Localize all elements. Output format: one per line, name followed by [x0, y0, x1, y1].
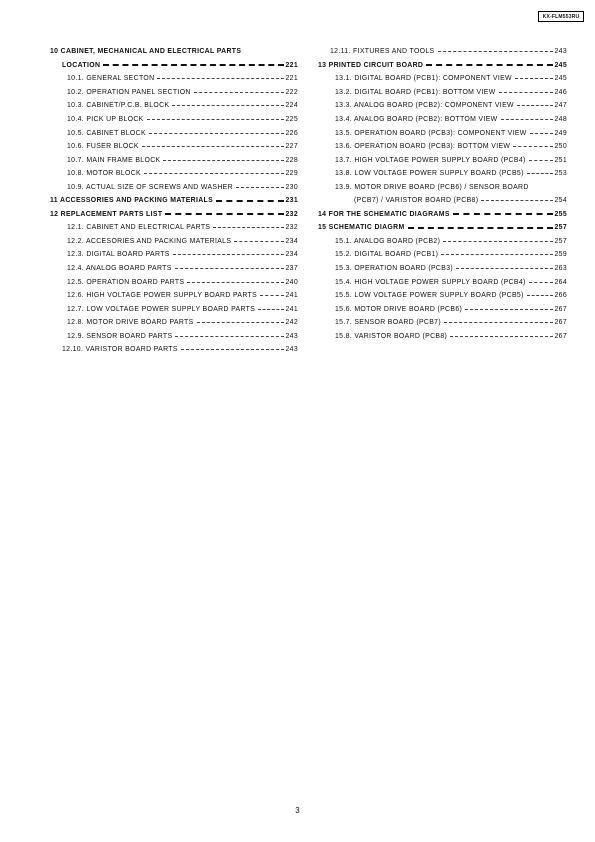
toc-entry-title: 12.8. MOTOR DRIVE BOARD PARTS [67, 319, 194, 327]
toc-leader-line [194, 92, 285, 93]
toc-entry-title: 15.2. DIGITAL BOARD (PCB1) [335, 251, 439, 259]
toc-entry-page: 267 [554, 305, 567, 313]
toc-entry-title: 11 ACCESSORIES AND PACKING MATERIALS [50, 197, 214, 205]
toc-entry[interactable] [318, 302, 567, 316]
toc-entry-page: 257 [554, 237, 567, 245]
toc-entry-page: 221 [285, 61, 298, 69]
toc-entry-page: 230 [285, 183, 298, 191]
toc-entry-title: 15.6. MOTOR DRIVE BOARD (PCB6) [335, 305, 463, 313]
toc-leader-line [426, 64, 553, 66]
toc-leader-line [147, 119, 285, 120]
toc-entry-page: 257 [554, 224, 567, 232]
toc-entry-title: 12.7. LOW VOLTAGE POWER SUPPLY BOARD PARTS [67, 305, 256, 313]
toc-entry[interactable] [318, 99, 567, 113]
toc-entry-title: 12.5. OPERATION BOARD PARTS [67, 278, 185, 286]
toc-entry-page: 266 [554, 292, 567, 300]
toc-leader-line [175, 268, 285, 269]
toc-leader-line [175, 336, 284, 337]
toc-leader-line [197, 322, 285, 323]
toc-leader-line [527, 295, 554, 296]
toc-entry-title: 10.1. GENERAL SECTON [67, 75, 155, 83]
toc-entry[interactable] [50, 99, 298, 113]
toc-entry-title: 10.7. MAIN FRAME BLOCK [67, 156, 161, 164]
toc-leader-line [144, 173, 284, 174]
toc-entry-page: 253 [554, 170, 567, 178]
toc-entry[interactable] [318, 45, 567, 59]
toc-entry[interactable] [50, 248, 298, 262]
toc-right-column [318, 45, 567, 343]
toc-entry[interactable] [50, 126, 298, 140]
toc-entry-title: 13.2. DIGITAL BOARD (PCB1): BOTTOM VIEW [335, 88, 496, 96]
toc-entry[interactable] [50, 289, 298, 303]
page-number: 3 [295, 806, 300, 815]
toc-leader-line [499, 92, 554, 93]
toc-leader-line [513, 146, 553, 147]
toc-entry-title: 10 CABINET, MECHANICAL AND ELECTRICAL PARTS [50, 48, 242, 56]
toc-entry-title: 15.4. HIGH VOLTAGE POWER SUPPLY BOARD (PCB4) [335, 278, 526, 286]
toc-entry-title: 15.1. ANALOG BOARD (PCB2) [335, 237, 441, 245]
toc-entry-title: 10.9. ACTUAL SIZE OF SCREWS AND WASHER [67, 183, 233, 191]
toc-entry[interactable] [50, 153, 298, 167]
toc-entry-title: 12.11. FIXTURES AND TOOLS [330, 48, 435, 56]
toc-entry-page: 237 [285, 265, 298, 273]
toc-entry-title: 10.6. FUSER BLOCK [67, 143, 139, 151]
toc-entry[interactable] [50, 113, 298, 127]
toc-entry[interactable] [318, 113, 567, 127]
toc-entry-title: 10.8. MOTOR BLOCK [67, 170, 141, 178]
toc-entry-title: 12 REPLACEMENT PARTS LIST [50, 210, 163, 218]
toc-entry-title: 13.9. MOTOR DRIVE BOARD (PCB6) / SENSOR BOARD [335, 183, 529, 191]
toc-leader-line [173, 254, 285, 255]
toc-entry-page: 222 [285, 88, 298, 96]
toc-entry-title: 15.8. VARISTOR BOARD (PCB8) [335, 332, 448, 340]
toc-entry[interactable] [318, 275, 567, 289]
toc-entry-page: 255 [554, 210, 567, 218]
toc-entry-page: 232 [285, 210, 298, 218]
toc-entry-title: 12.10. VARISTOR BOARD PARTS [62, 346, 178, 354]
toc-entry[interactable] [318, 262, 567, 276]
toc-entry-title: 12.1. CABINET AND ELECTRICAL PARTS [67, 224, 211, 232]
toc-entry-title: 13.6. OPERATION BOARD (PCB3): BOTTOM VIEW [335, 143, 511, 151]
toc-entry[interactable] [50, 302, 298, 316]
toc-entry-page: 250 [554, 143, 567, 151]
toc-entry-title: 13.3. ANALOG BOARD (PCB2): COMPONENT VIEW [335, 102, 514, 110]
toc-entry-title: 15 SCHEMATIC DIAGRM [318, 224, 405, 232]
toc-entry-page: 221 [285, 75, 298, 83]
model-number-box: KX-FLM553RU [538, 11, 584, 22]
toc-entry-page: 249 [554, 129, 567, 137]
toc-entry-title: 12.3. DIGITAL BOARD PARTS [67, 251, 170, 259]
toc-leader-line [517, 105, 554, 106]
toc-leader-line [234, 241, 284, 242]
toc-leader-line [258, 309, 284, 310]
toc-leader-line [456, 268, 553, 269]
toc-entry-page: 241 [285, 305, 298, 313]
toc-entry[interactable] [50, 167, 298, 181]
toc-entry[interactable] [50, 59, 298, 73]
toc-entry-page: 231 [285, 197, 298, 205]
toc-entry-title: 13 PRINTED CIRCUIT BOARD [318, 61, 424, 69]
toc-entry-page: 228 [285, 156, 298, 164]
toc-entry-page: 247 [554, 102, 567, 110]
toc-entry-page: 245 [554, 61, 567, 69]
toc-entry-title: 10.5. CABINET BLOCK [67, 129, 146, 137]
toc-entry-title: 12.9. SENSOR BOARD PARTS [67, 332, 173, 340]
toc-entry[interactable] [318, 208, 567, 222]
toc-entry-title: 13.5. OPERATION BOARD (PCB3): COMPONENT VIEW [335, 129, 527, 137]
toc-leader-line [465, 309, 553, 310]
toc-entry[interactable] [318, 72, 567, 86]
toc-leader-line [103, 64, 284, 66]
toc-leader-line [441, 254, 553, 255]
toc-entry[interactable] [318, 289, 567, 303]
toc-entry-page: 267 [554, 332, 567, 340]
toc-leader-line [515, 78, 554, 79]
toc-entry-title: 12.4. ANALOG BOARD PARTS [67, 265, 172, 273]
toc-entry-title: 12.2. ACCESORIES AND PACKING MATERIALS [67, 237, 232, 245]
toc-entry[interactable] [318, 329, 567, 343]
toc-leader-line [529, 160, 554, 161]
toc-entry-page: 241 [285, 292, 298, 300]
toc-leader-line [172, 105, 284, 106]
toc-entry-page: 259 [554, 251, 567, 259]
toc-entry[interactable] [50, 194, 298, 208]
toc-entry-page: 267 [554, 319, 567, 327]
toc-entry[interactable] [318, 194, 567, 208]
toc-leader-line [450, 336, 553, 337]
toc-entry[interactable] [50, 329, 298, 343]
toc-entry[interactable] [50, 221, 298, 235]
toc-leader-line [149, 133, 285, 134]
toc-leader-line [236, 187, 285, 188]
toc-entry-title: 15.7. SENSOR BOARD (PCB7) [335, 319, 442, 327]
toc-leader-line [163, 160, 284, 161]
toc-entry[interactable] [50, 235, 298, 249]
toc-entry-page: 242 [285, 319, 298, 327]
toc-entry[interactable] [318, 126, 567, 140]
toc-entry[interactable] [50, 208, 298, 222]
toc-leader-line [187, 282, 284, 283]
toc-entry-page: 248 [554, 116, 567, 123]
toc-leader-line [481, 200, 553, 201]
toc-entry-page: 234 [285, 237, 298, 245]
toc-entry[interactable] [50, 343, 298, 357]
toc-leader-line [529, 282, 554, 283]
toc-leader-line [142, 146, 285, 147]
toc-entry-page: 264 [554, 278, 567, 286]
toc-entry-title: 13.1. DIGITAL BOARD (PCB1): COMPONENT VIEW [335, 75, 512, 83]
toc-entry[interactable] [318, 221, 567, 235]
toc-leader-line [438, 51, 554, 52]
toc-leader-line [181, 349, 285, 350]
toc-entry[interactable] [318, 180, 567, 194]
toc-entry[interactable] [50, 180, 298, 194]
toc-leader-line [216, 200, 284, 202]
toc-leader-line [530, 133, 554, 134]
toc-leader-line [408, 227, 554, 229]
toc-entry-page: 225 [285, 116, 298, 123]
toc-entry-title: 15.3. OPERATION BOARD (PCB3) [335, 265, 454, 273]
toc-entry[interactable] [318, 235, 567, 249]
toc-entry[interactable] [318, 316, 567, 330]
toc-leader-line [213, 227, 284, 228]
toc-leader-line [443, 241, 553, 242]
toc-leader-line [260, 295, 284, 296]
toc-entry-page: 240 [285, 278, 298, 286]
toc-entry-page: 245 [554, 75, 567, 83]
toc-entry[interactable] [318, 59, 567, 73]
toc-left-column [50, 45, 298, 357]
toc-entry-page: 243 [554, 48, 567, 56]
toc-leader-line [157, 78, 284, 79]
toc-entry-title: 15.5. LOW VOLTAGE POWER SUPPLY BOARD (PCB5) [335, 292, 524, 300]
toc-leader-line [444, 322, 553, 323]
toc-entry[interactable] [50, 275, 298, 289]
toc-entry-title: LOCATION [62, 61, 101, 69]
toc-entry-title: 12.6. HIGH VOLTAGE POWER SUPPLY BOARD PARTS [67, 292, 258, 300]
toc-entry[interactable] [318, 153, 567, 167]
toc-entry[interactable] [50, 316, 298, 330]
toc-entry-page: 227 [285, 143, 298, 151]
toc-entry-page: 232 [285, 224, 298, 232]
toc-entry[interactable] [50, 86, 298, 100]
toc-entry-page: 234 [285, 251, 298, 259]
toc-entry-page: 246 [554, 88, 567, 96]
toc-entry-title: 10.3. CABINET/P.C.B. BLOCK [67, 102, 170, 110]
toc-entry-page: 243 [285, 346, 298, 354]
toc-entry[interactable] [50, 262, 298, 276]
toc-entry-title: 10.2. OPERATION PANEL SECTION [67, 88, 191, 96]
toc-entry-title: 13.7. HIGH VOLTAGE POWER SUPPLY BOARD (PCB4) [335, 156, 526, 164]
toc-entry[interactable] [50, 140, 298, 154]
toc-leader-line [527, 173, 554, 174]
toc-leader-line [453, 213, 554, 215]
toc-entry[interactable] [318, 167, 567, 181]
toc-entry[interactable] [50, 45, 298, 59]
toc-entry[interactable] [50, 72, 298, 86]
toc-entry-title: (PCB7) / VARISTOR BOARD (PCB8) [354, 197, 479, 205]
toc-entry-page: 224 [285, 102, 298, 110]
toc-entry[interactable] [318, 140, 567, 154]
toc-entry-title: 13.4. ANALOG BOARD (PCB2): BOTTOM VIEW [335, 116, 498, 123]
toc-entry-title: 13.8. LOW VOLTAGE POWER SUPPLY BOARD (PCB5) [335, 170, 524, 178]
toc-entry-page: 254 [554, 197, 567, 205]
toc-entry-title: 10.4. PICK UP BLOCK [67, 116, 144, 123]
toc-entry-page: 226 [285, 129, 298, 137]
toc-entry-page: 251 [554, 156, 567, 164]
toc-entry[interactable] [318, 86, 567, 100]
toc-entry[interactable] [318, 248, 567, 262]
toc-leader-line [165, 213, 284, 215]
toc-leader-line [501, 119, 554, 120]
toc-entry-title: 14 FOR THE SCHEMATIC DIAGRAMS [318, 210, 450, 218]
toc-entry-page: 243 [285, 332, 298, 340]
toc-entry-page: 229 [285, 170, 298, 178]
toc-entry-page: 263 [554, 265, 567, 273]
